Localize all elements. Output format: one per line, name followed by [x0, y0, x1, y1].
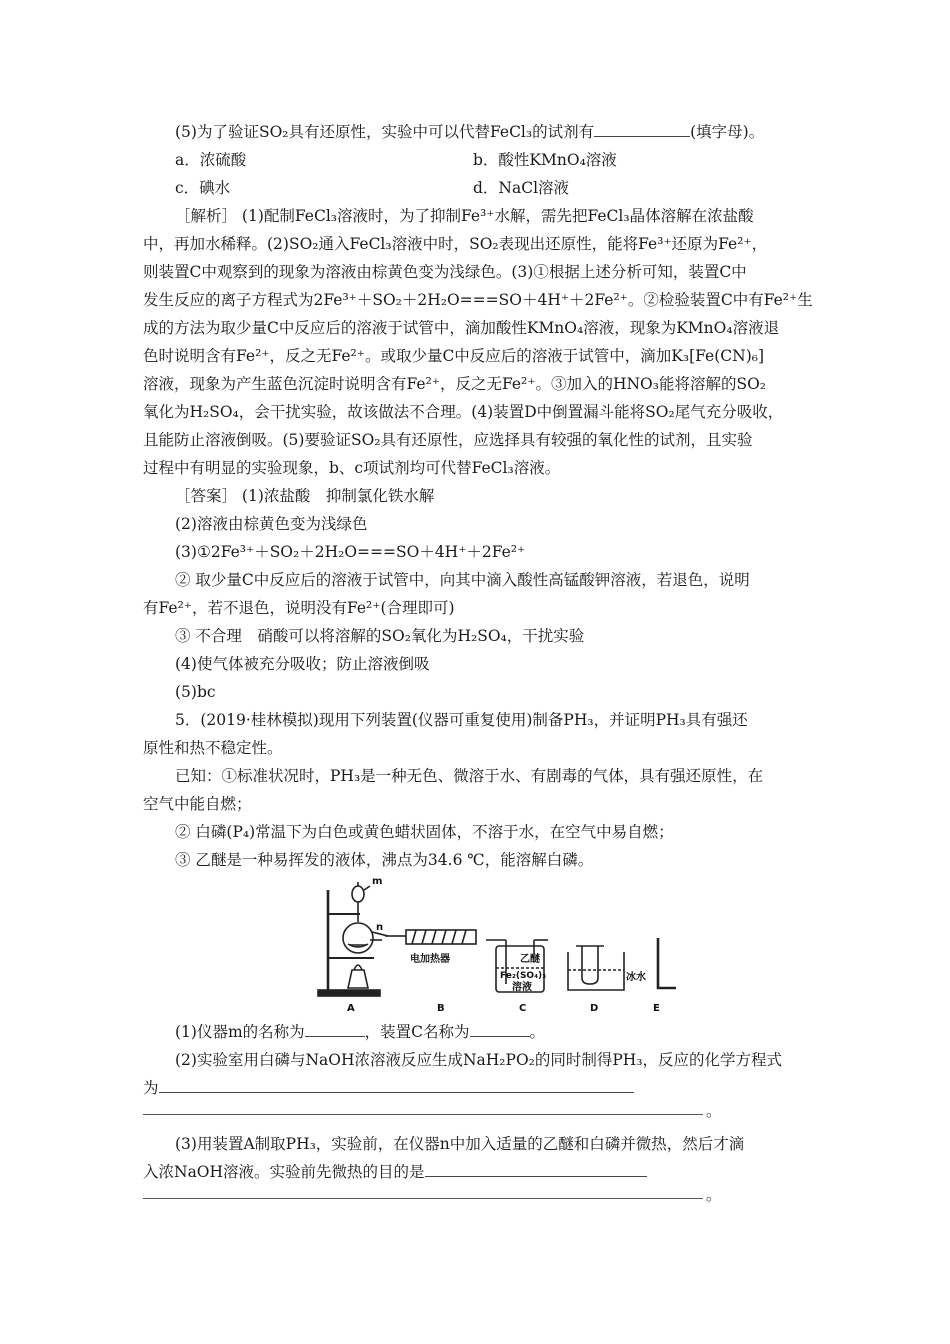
label-A: A: [347, 1003, 355, 1014]
answer-blank[interactable]: [159, 1077, 634, 1093]
bent-tube-e: [658, 938, 676, 988]
analysis-line: 中，再加水稀释。(2)SO₂通入FeCl₃溶液中时，SO₂表现出还原性，能将Fe³⁺还原为Fe²⁺，: [143, 235, 768, 253]
analysis-line: 则装置C中观察到的现象为溶液由棕黄色变为浅绿色。(3)①根据上述分析可知，装置C中: [143, 263, 747, 281]
analysis-line: 成的方法为取少量C中反应后的溶液于试管中，滴加酸性KMnO₄溶液，现象为KMnO₄溶液退: [143, 319, 780, 337]
stand-base: [318, 990, 380, 996]
solution-label: 溶液: [512, 982, 532, 993]
option-c: c．碘水: [175, 179, 231, 197]
answer-line: (4)使气体被充分吸收；防止溶液倒吸: [175, 655, 430, 673]
answer-blank[interactable]: [470, 1021, 530, 1037]
heater-label: 电加热器: [410, 954, 450, 965]
option-a: a．浓硫酸: [175, 151, 247, 169]
answer-line: ［答案］ (1)浓盐酸 抑制氯化铁水解: [175, 487, 435, 505]
label-D: D: [590, 1003, 599, 1014]
q5-stem-text: (5)为了验证SO₂具有还原性，实验中可以代替FeCl₃的试剂有: [175, 123, 595, 141]
answer-line: 有Fe²⁺，若不退色，说明没有Fe²⁺(合理即可): [143, 599, 455, 617]
q5-stem: [175, 121, 764, 143]
option-b: b．酸性KMnO₄溶液: [473, 151, 617, 169]
subq-2: (2)实验室用白磷与NaOH浓溶液反应生成NaH₂PO₂的同时制得PH₃，反应的化学方程式: [175, 1051, 783, 1069]
analysis-line: 发生反应的离子方程式为2Fe³⁺＋SO₂＋2H₂O===SO＋4H⁺＋2Fe²⁺。②检验装置C中有Fe²⁺生: [143, 291, 813, 309]
analysis-line: 溶液，现象为产生蓝色沉淀时说明含有Fe²⁺，反之无Fe²⁺。③加入的HNO₃能将溶解的SO₂: [143, 375, 766, 393]
answer-blank[interactable]: [425, 1161, 647, 1177]
burner: [348, 970, 368, 988]
ice-bath: [568, 952, 624, 990]
flask-contents: [348, 944, 368, 947]
analysis-line: ［解析］ (1)配制FeCl₃溶液时，为了抑制Fe³⁺水解，需先把FeCl₃晶体溶解在浓盐酸: [175, 207, 754, 225]
subq-2-cont: [143, 1077, 634, 1099]
flask-n: [343, 923, 373, 953]
label-E: E: [653, 1003, 660, 1014]
analysis-line: 氧化为H₂SO₄，会干扰实验，故该做法不合理。(4)装置D中倒置漏斗能将SO₂尾气充分吸收，: [143, 403, 784, 421]
answer-line-blank[interactable]: [143, 1198, 703, 1199]
analysis-line: 色时说明含有Fe²⁺，反之无Fe²⁺。或取少量C中反应后的溶液于试管中，滴加K₃[Fe(CN)₆]: [143, 347, 765, 365]
ether-label: 乙醚: [520, 954, 540, 965]
question-line: 已知：①标准状况时，PH₃是一种无色、微溶于水、有剧毒的气体，具有强还原性，在: [175, 767, 764, 785]
dropping-funnel-m: [352, 886, 364, 902]
option-d: d．NaCl溶液: [473, 179, 570, 197]
subq-3: (3)用装置A制取PH₃，实验前，在仪器n中加入适量的乙醚和白磷并微热，然后才滴: [175, 1135, 745, 1153]
answer-line: (2)溶液由棕黄色变为浅绿色: [175, 515, 368, 533]
fe-salt-label: Fe₂(SO₄)₃: [500, 971, 547, 981]
answer-line: ② 取少量C中反应后的溶液于试管中，向其中滴入酸性高锰酸钾溶液，若退色，说明: [175, 571, 750, 589]
analysis-line: 过程中有明显的实验现象，b、c项试剂均可代替FeCl₃溶液。: [143, 459, 561, 477]
answer-line-blank[interactable]: [143, 1114, 703, 1115]
subq-1: [175, 1021, 545, 1043]
subq-1-text: (1)仪器m的名称为: [175, 1023, 305, 1041]
subq-2-prefix: 为: [143, 1079, 159, 1097]
ice-water-label: 冰水: [626, 972, 646, 983]
question-line: ② 白磷(P₄)常温下为白色或黄色蜡状固体，不溶于水，在空气中易自燃；: [175, 823, 674, 841]
analysis-line: 且能防止溶液倒吸。(5)要验证SO₂具有还原性，应选择具有较强的氧化性的试剂，且实验: [143, 431, 753, 449]
period: 。: [706, 1186, 722, 1204]
question-line: ③ 乙醚是一种易挥发的液体，沸点为34.6 ℃，能溶解白磷。: [175, 851, 594, 869]
q5-stem-tail: (填字母)。: [690, 123, 765, 141]
subq-1-mid: ，装置C名称为: [364, 1023, 470, 1041]
answer-line: (3)①2Fe³⁺＋SO₂＋2H₂O===SO＋4H⁺＋2Fe²⁺: [175, 543, 526, 561]
subq-1-end: 。: [529, 1023, 546, 1041]
label-m: m: [372, 876, 383, 887]
question-line: 原性和热不稳定性。: [143, 739, 283, 757]
answer-line: (5)bc: [175, 683, 216, 701]
apparatus-figure: [300, 870, 680, 1018]
question-line: 5．(2019·桂林模拟)现用下列装置(仪器可重复使用)制备PH₃，并证明PH₃具有强还: [175, 711, 748, 729]
subq-3-cont: [143, 1161, 647, 1183]
answer-line: ③ 不合理 硝酸可以将溶解的SO₂氧化为H₂SO₄，干扰实验: [175, 627, 585, 645]
u-tube: [582, 946, 598, 984]
question-line: 空气中能自燃；: [143, 795, 252, 813]
answer-blank[interactable]: [594, 121, 690, 137]
label-m-pointer: [364, 886, 370, 890]
answer-blank[interactable]: [305, 1021, 365, 1037]
label-n: n: [376, 922, 384, 933]
subq-3-text: 入浓NaOH溶液。实验前先微热的目的是: [143, 1163, 425, 1181]
label-C: C: [519, 1003, 527, 1014]
label-B: B: [437, 1003, 445, 1014]
period: 。: [706, 1102, 722, 1120]
